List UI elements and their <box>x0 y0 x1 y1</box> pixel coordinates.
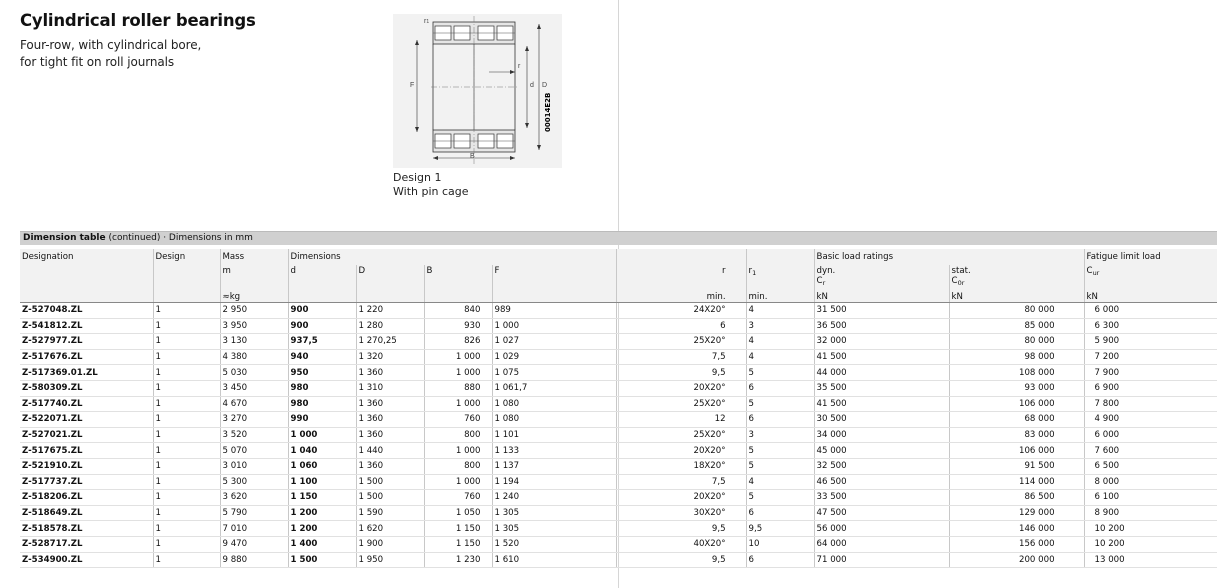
designation-cell: Z-517369.01.ZL <box>20 365 153 381</box>
B-cell: 1 000 <box>424 365 492 381</box>
r1-cell: 10 <box>746 536 814 552</box>
page-subtitle-line2: for tight fit on roll journals <box>20 55 174 69</box>
d-cell: 1 200 <box>288 521 356 537</box>
stat-cell: 156 000 <box>949 536 1084 552</box>
B-cell: 880 <box>424 380 492 396</box>
F-cell: 1 101 <box>492 427 616 443</box>
B-cell: 1 000 <box>424 396 492 412</box>
designation-cell: Z-522071.ZL <box>20 412 153 428</box>
D-cell: 1 270,25 <box>356 334 424 350</box>
d-cell: 980 <box>288 380 356 396</box>
stat-cell: 93 000 <box>949 380 1084 396</box>
D-cell: 1 950 <box>356 552 424 568</box>
D-cell: 1 360 <box>356 412 424 428</box>
F-cell: 1 027 <box>492 334 616 350</box>
mass-cell: 3 130 <box>220 334 288 350</box>
d-cell: 950 <box>288 365 356 381</box>
B-cell: 1 230 <box>424 552 492 568</box>
fatigue-cell: 6 100 <box>1084 490 1217 506</box>
designation-cell: Z-527977.ZL <box>20 334 153 350</box>
r-cell: 9,5 <box>616 365 746 381</box>
design-cell: 1 <box>153 490 220 506</box>
D-cell: 1 320 <box>356 349 424 365</box>
fatigue-cell: 6 000 <box>1084 303 1217 319</box>
dyn-cell: 41 500 <box>814 349 949 365</box>
dyn-cell: 32 000 <box>814 334 949 350</box>
col-F: F <box>492 265 616 287</box>
fatigue-cell: 4 900 <box>1084 412 1217 428</box>
r-cell: 40X20° <box>616 536 746 552</box>
mass-cell: 9 880 <box>220 552 288 568</box>
dyn-cell: 46 500 <box>814 474 949 490</box>
dyn-cell: 34 000 <box>814 427 949 443</box>
table-row <box>20 318 1217 334</box>
dyn-cell: 64 000 <box>814 536 949 552</box>
r1-cell: 3 <box>746 318 814 334</box>
r-cell: 30X20° <box>616 505 746 521</box>
design-cell: 1 <box>153 474 220 490</box>
col-fatigue-unit: kN <box>1084 287 1217 303</box>
table-row <box>20 552 1217 568</box>
designation-cell: Z-580309.ZL <box>20 380 153 396</box>
B-cell: 826 <box>424 334 492 350</box>
col-mass-sym: m <box>220 265 288 287</box>
F-cell: 1 520 <box>492 536 616 552</box>
stat-cell: 114 000 <box>949 474 1084 490</box>
r1-cell: 3 <box>746 427 814 443</box>
table-row <box>20 458 1217 474</box>
design-cell: 1 <box>153 412 220 428</box>
dyn-cell: 32 500 <box>814 458 949 474</box>
col-mass: Mass <box>220 249 288 265</box>
fig-label-r: r <box>518 63 521 70</box>
B-cell: 840 <box>424 303 492 319</box>
design-cell: 1 <box>153 536 220 552</box>
mass-cell: 3 270 <box>220 412 288 428</box>
designation-cell: Z-517676.ZL <box>20 349 153 365</box>
F-cell: 989 <box>492 303 616 319</box>
header-row-2 <box>20 265 1217 287</box>
B-cell: 1 000 <box>424 474 492 490</box>
stat-cell: 200 000 <box>949 552 1084 568</box>
col-mass-unit: ≈kg <box>220 287 288 303</box>
design-cell: 1 <box>153 303 220 319</box>
stat-cell: 80 000 <box>949 334 1084 350</box>
designation-cell: Z-541812.ZL <box>20 318 153 334</box>
r-cell: 18X20° <box>616 458 746 474</box>
table-row <box>20 474 1217 490</box>
mass-cell: 3 520 <box>220 427 288 443</box>
mass-cell: 5 030 <box>220 365 288 381</box>
mass-cell: 9 470 <box>220 536 288 552</box>
mass-cell: 3 010 <box>220 458 288 474</box>
r1-cell: 6 <box>746 380 814 396</box>
D-cell: 1 440 <box>356 443 424 459</box>
designation-cell: Z-517675.ZL <box>20 443 153 459</box>
mass-cell: 3 620 <box>220 490 288 506</box>
D-cell: 1 220 <box>356 303 424 319</box>
B-cell: 800 <box>424 458 492 474</box>
F-cell: 1 305 <box>492 521 616 537</box>
D-cell: 1 360 <box>356 427 424 443</box>
r1-cell: 5 <box>746 458 814 474</box>
design-cell: 1 <box>153 396 220 412</box>
designation-cell: Z-518578.ZL <box>20 521 153 537</box>
table-caption-rest: (continued) · Dimensions in mm <box>105 233 253 243</box>
col-d: d <box>288 265 356 287</box>
stat-cell: 68 000 <box>949 412 1084 428</box>
dyn-cell: 44 000 <box>814 365 949 381</box>
d-cell: 900 <box>288 303 356 319</box>
dyn-cell: 35 500 <box>814 380 949 396</box>
figure-id: 00014E2B <box>544 92 552 132</box>
r1-cell: 6 <box>746 412 814 428</box>
table-row <box>20 427 1217 443</box>
d-cell: 1 200 <box>288 505 356 521</box>
F-cell: 1 080 <box>492 396 616 412</box>
dyn-cell: 30 500 <box>814 412 949 428</box>
fatigue-cell: 7 900 <box>1084 365 1217 381</box>
col-r1-unit: min. <box>746 287 814 303</box>
r-cell: 25X20° <box>616 396 746 412</box>
r-cell: 20X20° <box>616 443 746 459</box>
bearing-drawing <box>393 14 562 168</box>
design-cell: 1 <box>153 380 220 396</box>
dyn-cell: 31 500 <box>814 303 949 319</box>
B-cell: 800 <box>424 427 492 443</box>
mass-cell: 2 950 <box>220 303 288 319</box>
col-stat: stat. $C_{0r}$ <box>949 265 1084 287</box>
col-fatigue-sym: $C_{ur}$ <box>1084 265 1217 287</box>
stat-cell: 129 000 <box>949 505 1084 521</box>
d-cell: 1 500 <box>288 552 356 568</box>
design-cell: 1 <box>153 443 220 459</box>
F-cell: 1 137 <box>492 458 616 474</box>
r1-cell: 5 <box>746 365 814 381</box>
D-cell: 1 360 <box>356 396 424 412</box>
designation-cell: Z-534900.ZL <box>20 552 153 568</box>
designation-cell: Z-528717.ZL <box>20 536 153 552</box>
figure-caption-line2: With pin cage <box>393 185 469 198</box>
D-cell: 1 500 <box>356 474 424 490</box>
fatigue-cell: 7 800 <box>1084 396 1217 412</box>
design-cell: 1 <box>153 458 220 474</box>
r-cell: 7,5 <box>616 349 746 365</box>
table-row <box>20 536 1217 552</box>
d-cell: 1 150 <box>288 490 356 506</box>
table-caption-bold: Dimension table <box>23 233 106 243</box>
fatigue-cell: 7 600 <box>1084 443 1217 459</box>
col-design: Design <box>153 249 220 265</box>
dimension-table <box>20 249 1217 568</box>
fatigue-cell: 6 000 <box>1084 427 1217 443</box>
B-cell: 1 150 <box>424 536 492 552</box>
mass-cell: 3 450 <box>220 380 288 396</box>
fatigue-cell: 6 500 <box>1084 458 1217 474</box>
col-D: D <box>356 265 424 287</box>
col-dyn-unit: kN <box>814 287 949 303</box>
col-fatigue: Fatigue limit load <box>1084 249 1217 265</box>
F-cell: 1 061,7 <box>492 380 616 396</box>
B-cell: 1 000 <box>424 443 492 459</box>
r-cell: 7,5 <box>616 474 746 490</box>
r-cell: 20X20° <box>616 380 746 396</box>
header-row-1 <box>20 249 1217 265</box>
header-row-3 <box>20 287 1217 303</box>
B-cell: 1 000 <box>424 349 492 365</box>
mass-cell: 5 790 <box>220 505 288 521</box>
design-cell: 1 <box>153 349 220 365</box>
fatigue-cell: 7 200 <box>1084 349 1217 365</box>
F-cell: 1 240 <box>492 490 616 506</box>
fatigue-cell: 13 000 <box>1084 552 1217 568</box>
table-caption <box>20 231 1217 245</box>
dyn-cell: 47 500 <box>814 505 949 521</box>
col-B: B <box>424 265 492 287</box>
figure-caption-line1: Design 1 <box>393 171 442 184</box>
design-cell: 1 <box>153 365 220 381</box>
stat-cell: 108 000 <box>949 365 1084 381</box>
design-cell: 1 <box>153 334 220 350</box>
designation-cell: Z-521910.ZL <box>20 458 153 474</box>
F-cell: 1 305 <box>492 505 616 521</box>
col-r1: $r_1$ <box>746 265 814 287</box>
col-designation: Designation <box>20 249 153 265</box>
fig-label-B: B <box>470 153 475 160</box>
r1-cell: 6 <box>746 552 814 568</box>
stat-cell: 86 500 <box>949 490 1084 506</box>
B-cell: 760 <box>424 490 492 506</box>
table-row <box>20 396 1217 412</box>
mass-cell: 5 070 <box>220 443 288 459</box>
fig-label-F: F <box>410 82 415 89</box>
mass-cell: 7 010 <box>220 521 288 537</box>
d-cell: 1 040 <box>288 443 356 459</box>
B-cell: 930 <box>424 318 492 334</box>
col-r-unit: min. <box>616 287 746 303</box>
design-cell: 1 <box>153 505 220 521</box>
col-stat-unit: kN <box>949 287 1084 303</box>
d-cell: 900 <box>288 318 356 334</box>
stat-cell: 80 000 <box>949 303 1084 319</box>
stat-cell: 106 000 <box>949 396 1084 412</box>
D-cell: 1 900 <box>356 536 424 552</box>
mass-cell: 4 670 <box>220 396 288 412</box>
design-cell: 1 <box>153 427 220 443</box>
designation-cell: Z-527048.ZL <box>20 303 153 319</box>
col-r: r <box>616 265 746 287</box>
page-subtitle-line1: Four-row, with cylindrical bore, <box>20 38 202 52</box>
table-row <box>20 303 1217 319</box>
r-cell: 9,5 <box>616 521 746 537</box>
r1-cell: 9,5 <box>746 521 814 537</box>
D-cell: 1 280 <box>356 318 424 334</box>
dyn-cell: 41 500 <box>814 396 949 412</box>
fig-label-D: D <box>542 82 548 89</box>
design-cell: 1 <box>153 552 220 568</box>
table-row <box>20 349 1217 365</box>
r-cell: 25X20° <box>616 427 746 443</box>
d-cell: 1 400 <box>288 536 356 552</box>
col-basic-load: Basic load ratings <box>814 249 1084 265</box>
r1-cell: 4 <box>746 474 814 490</box>
fig-label-d: d <box>530 82 534 89</box>
table-row <box>20 412 1217 428</box>
d-cell: 937,5 <box>288 334 356 350</box>
r1-cell: 5 <box>746 490 814 506</box>
stat-cell: 85 000 <box>949 318 1084 334</box>
d-cell: 1 060 <box>288 458 356 474</box>
table-row <box>20 521 1217 537</box>
B-cell: 1 050 <box>424 505 492 521</box>
d-cell: 980 <box>288 396 356 412</box>
r-cell: 20X20° <box>616 490 746 506</box>
mass-cell: 3 950 <box>220 318 288 334</box>
d-cell: 940 <box>288 349 356 365</box>
table-row <box>20 380 1217 396</box>
dyn-cell: 45 000 <box>814 443 949 459</box>
fatigue-cell: 10 200 <box>1084 536 1217 552</box>
table-row <box>20 490 1217 506</box>
mass-cell: 5 300 <box>220 474 288 490</box>
F-cell: 1 080 <box>492 412 616 428</box>
fatigue-cell: 6 900 <box>1084 380 1217 396</box>
col-dimensions: Dimensions <box>288 249 616 265</box>
r1-cell: 5 <box>746 443 814 459</box>
F-cell: 1 194 <box>492 474 616 490</box>
mass-cell: 4 380 <box>220 349 288 365</box>
F-cell: 1 000 <box>492 318 616 334</box>
D-cell: 1 310 <box>356 380 424 396</box>
table-row <box>20 505 1217 521</box>
r-cell: 25X20° <box>616 334 746 350</box>
stat-cell: 83 000 <box>949 427 1084 443</box>
page-title: Cylindrical roller bearings <box>20 11 256 30</box>
designation-cell: Z-517740.ZL <box>20 396 153 412</box>
r1-cell: 6 <box>746 505 814 521</box>
stat-cell: 91 500 <box>949 458 1084 474</box>
dyn-cell: 36 500 <box>814 318 949 334</box>
d-cell: 1 000 <box>288 427 356 443</box>
D-cell: 1 620 <box>356 521 424 537</box>
design-cell: 1 <box>153 318 220 334</box>
fatigue-cell: 5 900 <box>1084 334 1217 350</box>
bearing-cross-section-svg <box>393 14 562 168</box>
dyn-cell: 33 500 <box>814 490 949 506</box>
table-row <box>20 334 1217 350</box>
table-row <box>20 365 1217 381</box>
fatigue-cell: 8 900 <box>1084 505 1217 521</box>
table-row <box>20 443 1217 459</box>
fatigue-cell: 6 300 <box>1084 318 1217 334</box>
r1-cell: 5 <box>746 396 814 412</box>
fatigue-cell: 10 200 <box>1084 521 1217 537</box>
B-cell: 760 <box>424 412 492 428</box>
r1-cell: 4 <box>746 303 814 319</box>
F-cell: 1 029 <box>492 349 616 365</box>
stat-cell: 146 000 <box>949 521 1084 537</box>
fatigue-cell: 8 000 <box>1084 474 1217 490</box>
design-cell: 1 <box>153 521 220 537</box>
stat-cell: 98 000 <box>949 349 1084 365</box>
D-cell: 1 360 <box>356 365 424 381</box>
col-dyn: dyn. $C_r$ <box>814 265 949 287</box>
designation-cell: Z-518649.ZL <box>20 505 153 521</box>
F-cell: 1 133 <box>492 443 616 459</box>
F-cell: 1 610 <box>492 552 616 568</box>
F-cell: 1 075 <box>492 365 616 381</box>
designation-cell: Z-517737.ZL <box>20 474 153 490</box>
D-cell: 1 500 <box>356 490 424 506</box>
stat-cell: 106 000 <box>949 443 1084 459</box>
D-cell: 1 590 <box>356 505 424 521</box>
r-cell: 6 <box>616 318 746 334</box>
designation-cell: Z-518206.ZL <box>20 490 153 506</box>
r-cell: 24X20° <box>616 303 746 319</box>
designation-cell: Z-527021.ZL <box>20 427 153 443</box>
dyn-cell: 56 000 <box>814 521 949 537</box>
D-cell: 1 360 <box>356 458 424 474</box>
d-cell: 990 <box>288 412 356 428</box>
r1-cell: 4 <box>746 349 814 365</box>
r-cell: 12 <box>616 412 746 428</box>
fig-label-r1: r1 <box>424 18 430 25</box>
r-cell: 9,5 <box>616 552 746 568</box>
B-cell: 1 150 <box>424 521 492 537</box>
d-cell: 1 100 <box>288 474 356 490</box>
dyn-cell: 71 000 <box>814 552 949 568</box>
r1-cell: 4 <box>746 334 814 350</box>
